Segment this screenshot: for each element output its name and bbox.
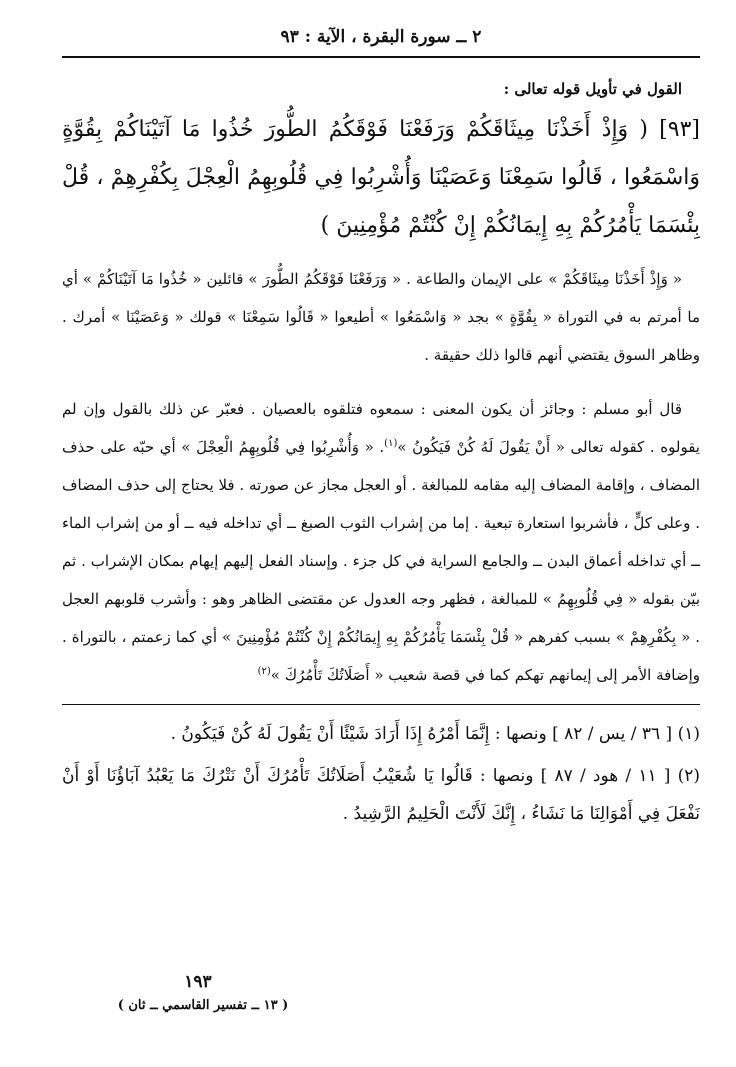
section-heading: القول في تأويل قوله تعالى : — [503, 80, 682, 98]
footnote-reference-2[interactable]: (٢) — [257, 666, 271, 677]
document-page — [62, 22, 700, 837]
footnote-2: (٢) [ ١١ / هود / ٨٧ ] ونصها : قَالُوا يَا شُعَيْبُ أَصَلَاتُكَ تَأْمُرُكَ أَنْ نَتْرُكَ مَا يَعْبُدُ آبَاؤُنَا أَوْ أَنْ نَفْعَلَ فِي أَمْوَالِنَا مَا نَشَاءُ ، إِنَّكَ لَأَنْتَ الْحَلِيمُ الرَّشِيدُ . — [62, 766, 701, 824]
printer-signature: ( ١٣ ــ تفسير القاسمي ــ ثان ) — [117, 998, 289, 1013]
footnote-reference-1[interactable]: (١) — [384, 438, 398, 449]
page-number: ١٩٣ — [184, 972, 212, 992]
commentary-paragraph-2 — [62, 390, 700, 694]
commentary-paragraph-2-part-2: . « وَأُشْرِبُوا فِي قُلُوبِهِمُ الْعِجْلَ » أي حبّه على حذف المضاف ، وإقامة المضاف إليه مقامه للمبالغة . أو العجل مجاز عن صورته . فلا يحتاج إلى حذف المضاف . وعلى كلٍّ ، فأشربوا استعارة تبعية . إما من إشراب الثوب الصبغ ــ أي تداخله فيه ــ أو من إشراب الماء ــ أي تداخله أعماق البدن ــ والجامع السراية في كل جزء . وإسناد الفعل إليهم إيهام بمكان الإشراب . ثم بيّن بقوله « فِي قُلُوبِهِمُ » للمبالغة ، فظهر وجه العدول عن مقتضى الظاهر وهو : وأشرب قلوبهم العجل . « بِكُفْرِهِمْ » بسبب كفرهم « قُلْ بِئْسَمَا يَأْمُرُكُمْ بِهِ إِيمَانُكُمْ إِنْ كُنْتُمْ مُؤْمِنِينَ » أي كما زعمتم ، بالتوراة . وإضافة الأمر إلى إيمانهم تهكم كما في قصة شعيب « أَصَلَاتُكَ تَأْمُرُكَ » — [62, 438, 700, 684]
running-title: ٢ ــ سورة البقرة ، الآية : ٩٣ — [62, 22, 700, 58]
footnotes-section — [62, 704, 700, 833]
footnote-1: (١) [ ٣٦ / يس / ٨٢ ] ونصها : إِنَّمَا أَمْرُهُ إِذَا أَرَادَ شَيْئًا أَنْ يَقُولَ لَهُ كُنْ فَيَكُونُ . — [170, 724, 700, 744]
commentary-paragraph-2-part-1: قال أبو مسلم : وجائز أن يكون المعنى : سمعوه فتلقوه بالعصيان . فعبّر عن ذلك بالقول وإن لم يقولوه . كقوله تعالى « أَنْ يَقُولَ لَهُ كُنْ فَيَكُونُ » — [62, 400, 700, 456]
quran-verse: [٩٣] ( وَإِذْ أَخَذْنَا مِيثَاقَكُمْ وَرَفَعْنَا فَوْقَكُمُ الطُّورَ خُذُوا مَا آتَيْنَاكُمْ بِقُوَّةٍ وَاسْمَعُوا ، قَالُوا سَمِعْنَا وَعَصَيْنَا وَأُشْرِبُوا فِي قُلُوبِهِمُ الْعِجْلَ بِكُفْرِهِمْ ، قُلْ بِئْسَمَا يَأْمُرُكُمْ بِهِ إِيمَانُكُمْ إِنْ كُنْتُمْ مُؤْمِنِينَ ) — [62, 117, 700, 238]
commentary-paragraph-1: « وَإِذْ أَخَذْنَا مِيثَاقَكُمْ » على الإيمان والطاعة . « وَرَفَعْنَا فَوْقَكُمُ الطُّورَ » قائلين « خُذُوا مَا آتَيْنَاكُمْ » أي ما أمرتم به في التوراة « بِقُوَّةٍ » بجد « وَاسْمَعُوا » أطيعوا « قَالُوا سَمِعْنَا » قولك « وَعَصَيْنَا » أمرك . وظاهر السوق يقتضي أنهم قالوا ذلك حقيقة . — [62, 270, 700, 364]
